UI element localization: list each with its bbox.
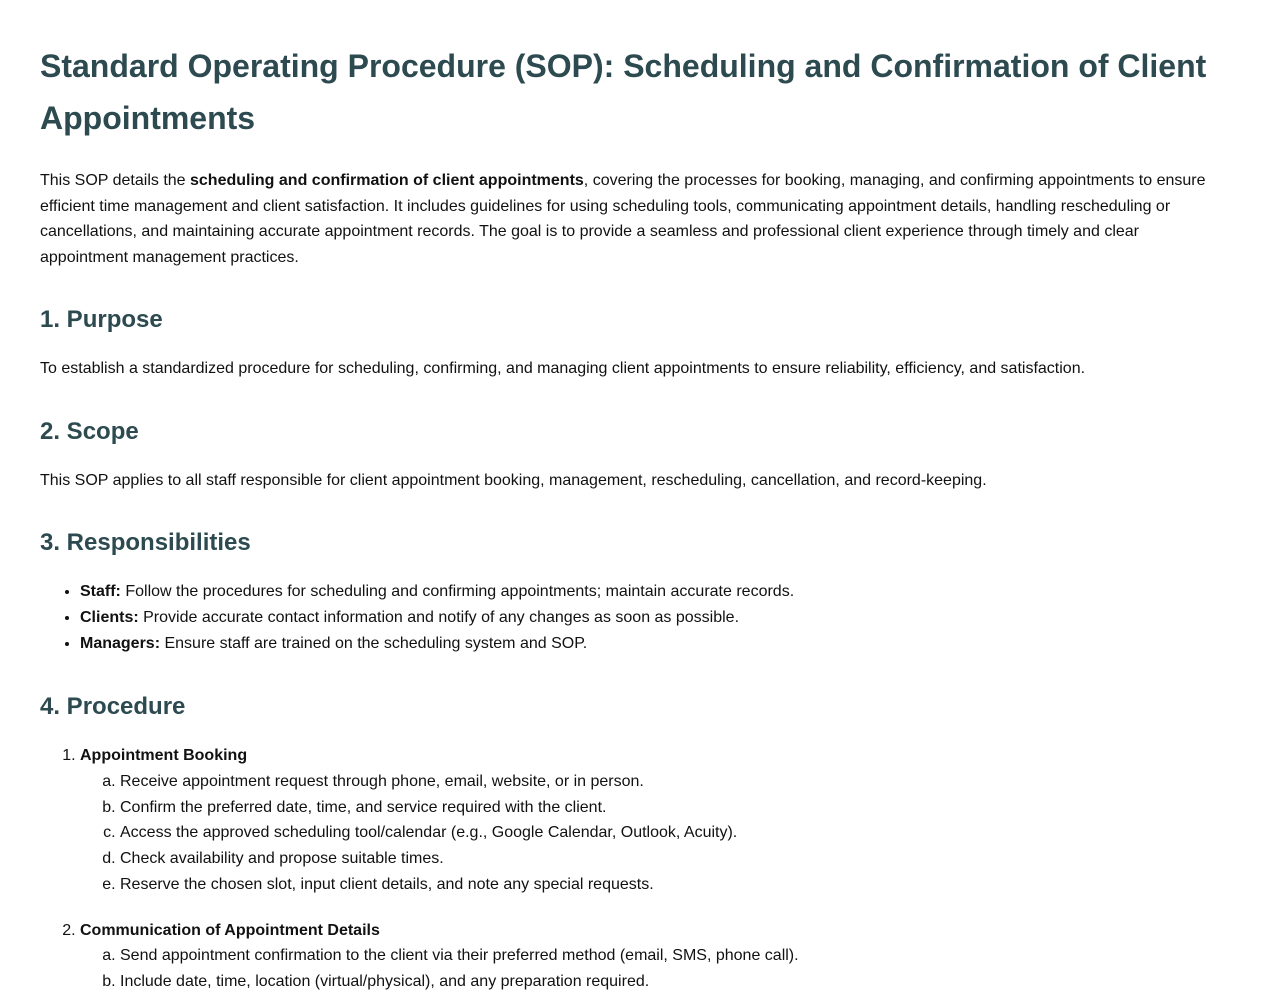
list-item: b. Confirm the preferred date, time, and service required with the client. [120,795,1223,821]
role-description: Follow the procedures for scheduling and confirming appointments; maintain accurate records. [120,583,795,601]
responsibilities-list [40,579,1223,656]
list-item: b. Include date, time, location (virtual/physical), and any preparation required. [120,969,1223,995]
role-label: Clients: [80,608,139,626]
list-item [80,579,1223,605]
role-description: Ensure staff are trained on the scheduling system and SOP. [160,634,588,652]
scope-text: This SOP applies to all staff responsible for client appointment booking, management, rescheduling, cancellation, and record-keeping. [40,471,987,489]
list-item [80,631,1223,657]
list-item: e. Reserve the chosen slot, input client details, and note any special requests. [120,872,1223,898]
step-substeps-list [80,769,1223,898]
procedure-heading: 4. Procedure [40,693,186,721]
purpose-heading: 1. Purpose [40,305,163,333]
role-label: Managers: [80,634,161,652]
role-description: Provide accurate contact information and notify of any changes as soon as possible. [138,608,740,626]
page-title: Standard Operating Procedure (SOP): Scheduling and Confirmation of Client Appointments [40,48,1207,136]
procedure-step [80,918,1223,995]
role-label: Staff: [80,583,121,601]
list-item [80,605,1223,631]
step-substeps-list [80,943,1223,994]
intro-bold-text: scheduling and confirmation of client appointments [190,172,584,189]
list-item: a. Receive appointment request through phone, email, website, or in person. [120,769,1223,795]
intro-text-start: This SOP details the [40,172,190,189]
list-item: a. Send appointment confirmation to the client via their preferred method (email, SMS, phone call). [120,943,1223,969]
scope-heading: 2. Scope [40,417,139,445]
intro-paragraph [40,168,1223,271]
procedure-step [80,743,1223,897]
responsibilities-heading: 3. Responsibilities [40,529,251,557]
step-title: Appointment Booking [80,747,248,765]
purpose-text: To establish a standardized procedure for scheduling, confirming, and managing client appointments to ensure reliability, efficiency, and satisfaction. [40,359,1086,377]
list-item: d. Check availability and propose suitable times. [120,846,1223,872]
intro-text-end: , covering the processes for booking, managing, and confirming appointments to ensure efficient time management and client satisfaction. It includes guidelines for using scheduling tools, communicating appointment details, handling rescheduling or cancellations, and maintaining accurate appointment records. The goal is to provide a seamless and professional client experience through timely and clear appointment management practices. [40,172,1206,267]
list-item: c. Access the approved scheduling tool/calendar (e.g., Google Calendar, Outlook, Acuity). [120,820,1223,846]
step-title: Communication of Appointment Details [80,921,380,939]
procedure-steps-list [40,743,1223,994]
